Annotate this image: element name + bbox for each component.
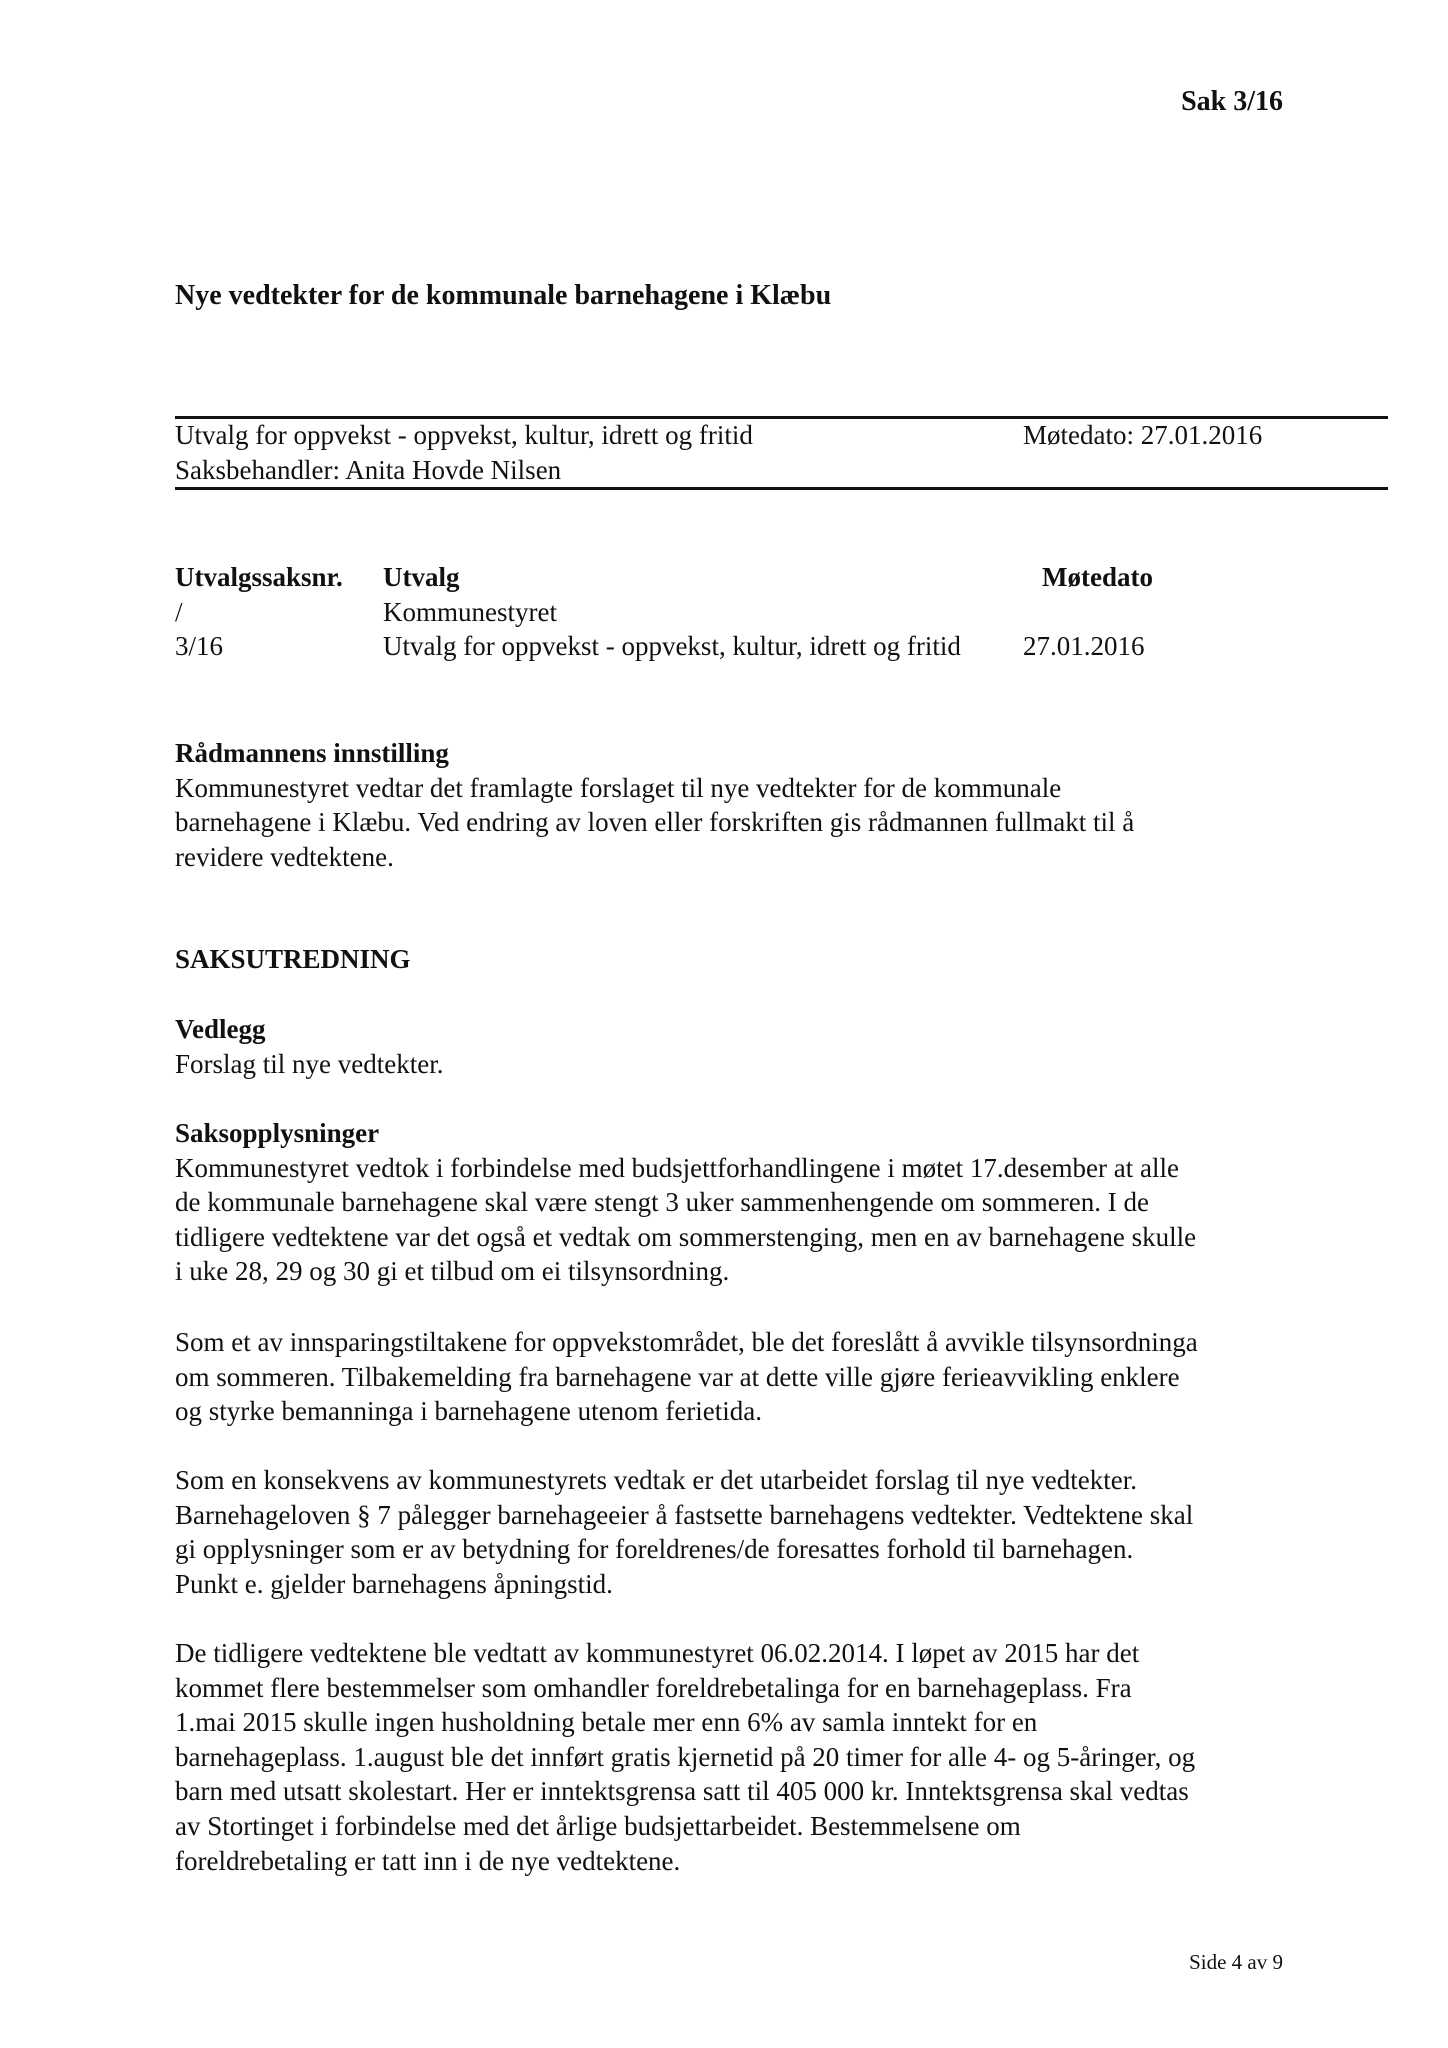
text-line: 1.mai 2015 skulle ingen husholdning betale mer enn 6% av samla inntekt for en — [175, 1707, 1038, 1738]
table-cell: Kommunestyret — [383, 597, 557, 627]
text-line: revidere vedtektene. — [175, 841, 394, 872]
text-line: barn med utsatt skolestart. Her er inntektsgrensa satt til 405 000 kr. Inntektsgrensa skal vedtas — [175, 1776, 1189, 1807]
text-line: De tidligere vedtektene ble vedtatt av kommunestyret 06.02.2014. I løpet av 2015 har det — [175, 1638, 1140, 1668]
paragraph — [175, 1325, 1198, 1429]
attachments-section — [175, 1012, 443, 1081]
meeting-date: Møtedato: 27.01.2016 — [1023, 420, 1263, 450]
text-line: Kommunestyret vedtar det framlagte forslaget til nye vedtekter for de kommunale — [175, 772, 1062, 803]
text-line: Barnehageloven § 7 pålegger barnehageeier å fastsette barnehagens vedtekter. Vedtektene skal — [175, 1499, 1194, 1530]
details-section — [175, 1116, 1196, 1289]
text-line: Punkt e. gjelder barnehagens åpningstid. — [175, 1568, 613, 1599]
section-heading: SAKSUTREDNING — [175, 944, 411, 974]
text-line: tidligere vedtektene var det også et vedtak om sommerstenging, men en av barnehagene skulle — [175, 1221, 1197, 1252]
text-line: Som et av innsparingstiltakene for oppvekstområdet, ble det foreslått å avvikle tilsynsordninga — [175, 1327, 1198, 1357]
table-cell: / — [175, 597, 183, 627]
text-line: gi opplysninger som er av betydning for foreldrenes/de foresattes forhold til barnehagen. — [175, 1534, 1134, 1565]
committee-name: Utvalg for oppvekst - oppvekst, kultur, idrett og fritid — [175, 420, 753, 450]
case-reference: Sak 3/16 — [1181, 86, 1283, 117]
table-cell: 27.01.2016 — [1023, 631, 1145, 661]
text-line: om sommeren. Tilbakemelding fra barnehagene var at dette ville gjøre ferieavvikling enklere — [175, 1361, 1180, 1392]
text-line: barnehageplass. 1.august ble det innført gratis kjernetid på 20 timer for alle 4- og 5-åringer, og — [175, 1741, 1196, 1772]
table-header-committee: Utvalg — [383, 562, 460, 592]
paragraph — [175, 1636, 1195, 1878]
attachments-heading: Vedlegg — [175, 1014, 266, 1044]
recommendation-section — [175, 736, 1134, 874]
divider-top — [175, 416, 1388, 419]
paragraph — [175, 1463, 1193, 1601]
text-line: kommet flere bestemmelser som omhandler foreldrebetalinga for en barnehageplass. Fra — [175, 1672, 1132, 1703]
attachment-item: Forslag til nye vedtekter. — [175, 1048, 444, 1079]
text-line: av Stortinget i forbindelse med det årlige budsjettarbeidet. Bestemmelsene om — [175, 1810, 1021, 1841]
table-header-case-no: Utvalgssaksnr. — [175, 562, 343, 592]
table-cell: 3/16 — [175, 631, 224, 661]
divider-bottom — [175, 487, 1388, 490]
text-line: og styrke bemanninga i barnehagene utenom ferietida. — [175, 1396, 763, 1427]
recommendation-heading: Rådmannens innstilling — [175, 738, 449, 768]
text-line: Kommunestyret vedtok i forbindelse med budsjettforhandlingene i møtet 17.desember at alle — [175, 1152, 1179, 1183]
table-cell: Utvalg for oppvekst - oppvekst, kultur, idrett og fritid — [383, 631, 961, 661]
document-title: Nye vedtekter for de kommunale barnehagene i Klæbu — [175, 280, 832, 311]
text-line: i uke 28, 29 og 30 gi et tilbud om ei tilsynsordning. — [175, 1256, 730, 1287]
text-line: barnehagene i Klæbu. Ved endring av loven eller forskriften gis rådmannen fullmakt til å — [175, 807, 1135, 838]
page-number: Side 4 av 9 — [1189, 1950, 1283, 1974]
text-line: de kommunale barnehagene skal være stengt 3 uker sammenhengende om sommeren. I de — [175, 1187, 1149, 1218]
text-line: Som en konsekvens av kommunestyrets vedtak er det utarbeidet forslag til nye vedtekter. — [175, 1465, 1137, 1495]
case-officer: Saksbehandler: Anita Hovde Nilsen — [175, 455, 562, 485]
details-heading: Saksopplysninger — [175, 1118, 380, 1148]
text-line: foreldrebetaling er tatt inn i de nye vedtektene. — [175, 1845, 681, 1876]
table-header-date: Møtedato — [1042, 562, 1153, 592]
